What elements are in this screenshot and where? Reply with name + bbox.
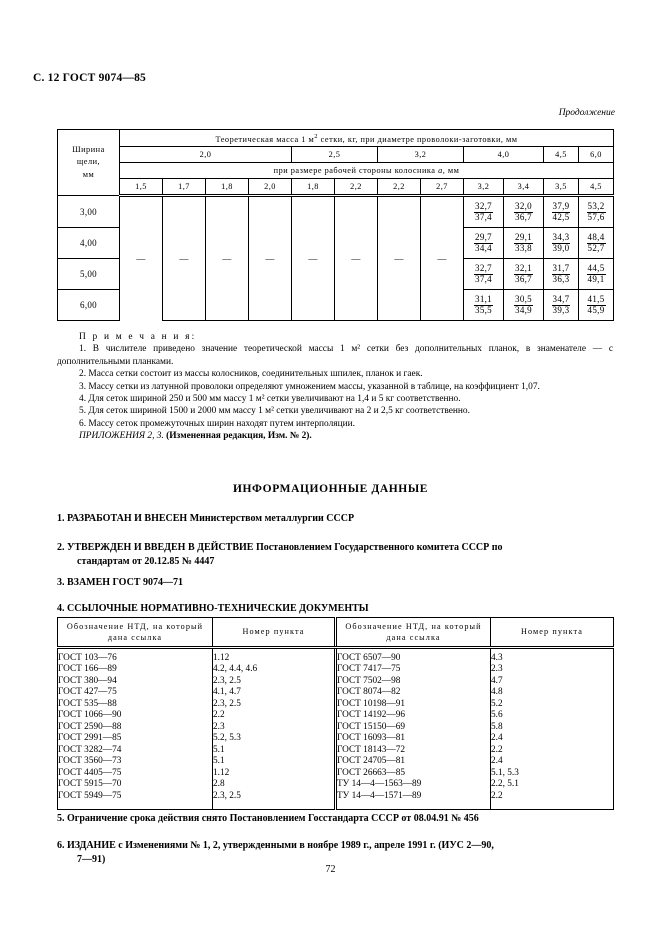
diameter-group: 3,2 bbox=[378, 147, 464, 163]
mass-numerator: 32,7 bbox=[475, 263, 492, 274]
row-slot-width: 4,00 bbox=[58, 228, 120, 259]
dash-cell: — bbox=[292, 196, 335, 321]
dash-cell: — bbox=[378, 196, 421, 321]
note-item: 1. В числителе приведено значение теоретической массы 1 м² сетки без дополнительных планок, в знаменателе — с дополнительными планками. bbox=[57, 344, 613, 367]
mass-denominator: 34,4 bbox=[475, 242, 492, 253]
mass-denominator: 36,7 bbox=[515, 211, 532, 222]
mass-table-body bbox=[58, 196, 614, 321]
mass-numerator: 41,5 bbox=[587, 294, 605, 305]
mass-value-cell bbox=[544, 228, 579, 259]
refs-left-designations bbox=[58, 648, 213, 810]
appendix-revision: (Измененная редакция, Изм. № 2). bbox=[166, 431, 312, 442]
list-item: ГОСТ 535—88 bbox=[58, 698, 117, 709]
mass-value-cell bbox=[464, 196, 504, 228]
row-slot-width: 3,00 bbox=[58, 196, 120, 228]
mass-denominator: 42,5 bbox=[552, 211, 570, 222]
diameter-group: 6,0 bbox=[579, 147, 614, 163]
list-item: ГОСТ 24705—81 bbox=[337, 756, 406, 767]
appendix-reference: ПРИЛОЖЕНИЯ 2, 3. bbox=[79, 431, 164, 442]
list-item: 1.12 bbox=[213, 767, 230, 778]
page-number: 72 bbox=[325, 864, 336, 875]
mass-table-head-row-title bbox=[58, 130, 614, 147]
list-item: ГОСТ 166—89 bbox=[58, 664, 117, 675]
diameter-group: 2,0 bbox=[120, 147, 292, 163]
refs-body-row bbox=[58, 648, 614, 810]
list-item: 4.2, 4.4, 4.6 bbox=[213, 664, 258, 675]
list-item: 2.3, 2.5 bbox=[213, 675, 241, 686]
mass-value-cell bbox=[464, 259, 504, 290]
info-item-1 bbox=[57, 512, 613, 526]
note-item: 3. Массу сетки из латунной проволоки определяют умножением массы, указанной в таблице, на коэффициент 1,07. bbox=[79, 381, 540, 392]
mass-numerator: 32,1 bbox=[515, 263, 532, 274]
info-item-2-label: 2. УТВЕРЖДЕН И ВВЕДЕН В ДЕЙСТВИЕ bbox=[57, 542, 254, 553]
diameter-group: 4,0 bbox=[464, 147, 544, 163]
mass-numerator: 37,9 bbox=[552, 201, 570, 212]
mass-value-cell bbox=[579, 259, 614, 290]
info-item-2-value: Постановлением Государственного комитета СССР по bbox=[255, 542, 503, 553]
size-header: 1,8 bbox=[292, 179, 335, 196]
mass-table-head-row-sizes bbox=[58, 179, 614, 196]
mass-table-head-row-diameters bbox=[58, 147, 614, 163]
mass-numerator: 30,5 bbox=[515, 294, 532, 305]
list-item: ГОСТ 26663—85 bbox=[337, 767, 406, 778]
mass-table-container bbox=[57, 129, 613, 321]
table-row bbox=[58, 196, 614, 228]
list-item: ГОСТ 2590—88 bbox=[58, 721, 122, 732]
list-item: ГОСТ 103—76 bbox=[58, 653, 117, 663]
mass-numerator: 32,7 bbox=[475, 201, 492, 212]
list-item: 2.4 bbox=[491, 756, 503, 767]
refs-table-head bbox=[58, 618, 614, 648]
size-header: 2,2 bbox=[335, 179, 378, 196]
size-header: 1,7 bbox=[163, 179, 206, 196]
mass-numerator: 29,7 bbox=[475, 232, 492, 243]
mass-value-cell bbox=[504, 228, 544, 259]
col-header-working-side: при размере рабочей стороны колосника a, мм bbox=[120, 163, 614, 179]
list-item: 5.6 bbox=[491, 710, 503, 721]
col-header-slot-width-l2: щели, bbox=[76, 157, 101, 167]
col-header-slot-width bbox=[58, 130, 120, 196]
mass-value-cell bbox=[579, 196, 614, 228]
list-item: 5.1 bbox=[213, 744, 225, 755]
list-item: 2.3 bbox=[491, 664, 503, 675]
notes-title: П р и м е ч а н и я: bbox=[79, 332, 197, 342]
list-item: ГОСТ 4405—75 bbox=[58, 767, 122, 778]
size-header: 2,7 bbox=[421, 179, 464, 196]
theoretical-mass-table bbox=[57, 129, 614, 321]
list-item: ГОСТ 16093—81 bbox=[337, 733, 406, 744]
mass-denominator: 34,9 bbox=[515, 304, 532, 315]
size-header: 1,5 bbox=[120, 179, 163, 196]
mass-denominator: 36,7 bbox=[515, 273, 532, 284]
list-item: ТУ 14—4—1563—89 bbox=[337, 779, 422, 790]
mass-value-cell bbox=[464, 228, 504, 259]
list-item: 4.3 bbox=[491, 653, 503, 663]
mass-numerator: 48,4 bbox=[587, 232, 605, 243]
mass-numerator: 29,1 bbox=[515, 232, 532, 243]
note-item: 5. Для сеток шириной 1500 и 2000 мм массу 1 м² сетки увеличивают на 2 и 2,5 кг соответственно. bbox=[79, 406, 470, 417]
info-item-2 bbox=[57, 541, 613, 568]
info-item-5: 5. Ограничение срока действия снято Постановлением Госстандарта СССР от 08.04.91 № 456 bbox=[57, 813, 479, 824]
mass-table-head bbox=[58, 130, 614, 196]
list-item: ГОСТ 7502—98 bbox=[337, 675, 401, 686]
mass-denominator: 52,7 bbox=[587, 242, 605, 253]
refs-col-header-designation: Обозначение НТД, на который дана ссылка bbox=[336, 618, 491, 648]
page-header: С. 12 ГОСТ 9074—85 bbox=[33, 72, 146, 84]
list-item: 5.8 bbox=[491, 721, 503, 732]
note-item: 4. Для сеток шириной 250 и 500 мм массу 1 м² сетки увеличивают на 1,4 и 5 кг соответственно. bbox=[79, 394, 461, 405]
mass-denominator: 45,9 bbox=[587, 304, 605, 315]
mass-numerator: 31,1 bbox=[475, 294, 492, 305]
row-slot-width: 6,00 bbox=[58, 290, 120, 321]
mass-denominator: 33,8 bbox=[515, 242, 532, 253]
info-item-2-continuation: стандартам от 20.12.85 № 4447 bbox=[77, 555, 215, 567]
size-header: 2,0 bbox=[249, 179, 292, 196]
info-item-6-text: 6. ИЗДАНИЕ с Изменениями № 1, 2, утвержденными в ноябре 1989 г., апреле 1991 г. (ИУС 2—90, bbox=[57, 840, 494, 851]
mass-denominator: 36,3 bbox=[552, 273, 570, 284]
list-item: 1.12 bbox=[213, 653, 230, 663]
refs-left-items bbox=[213, 648, 336, 810]
mass-denominator: 37,4 bbox=[475, 211, 492, 222]
list-item: 4.7 bbox=[491, 675, 503, 686]
mass-numerator: 32,0 bbox=[515, 201, 532, 212]
dash-cell: — bbox=[120, 196, 163, 321]
list-item: ГОСТ 427—75 bbox=[58, 687, 117, 698]
mass-value-cell bbox=[464, 290, 504, 321]
info-item-6 bbox=[57, 839, 613, 866]
refs-header-row bbox=[58, 618, 614, 648]
appendix-line bbox=[57, 430, 613, 442]
list-item: ГОСТ 380—94 bbox=[58, 675, 117, 686]
mass-numerator: 53,2 bbox=[587, 201, 605, 212]
dash-cell: — bbox=[421, 196, 464, 321]
mass-value-cell bbox=[544, 259, 579, 290]
mass-value-cell bbox=[579, 290, 614, 321]
list-item: 2.3 bbox=[213, 721, 225, 732]
list-item: ГОСТ 15150—69 bbox=[337, 721, 406, 732]
size-header: 4,5 bbox=[579, 179, 614, 196]
mass-numerator: 31,7 bbox=[552, 263, 570, 274]
mass-value-cell bbox=[504, 259, 544, 290]
row-slot-width: 5,00 bbox=[58, 259, 120, 290]
col-header-theoretical-mass: Теоретическая масса 1 $м^2$ сетки, кг, при диаметре проволоки-заготовки, мм bbox=[120, 130, 614, 147]
list-item: ГОСТ 8074—82 bbox=[337, 687, 401, 698]
list-item: 2.8 bbox=[213, 779, 225, 790]
size-header: 2,2 bbox=[378, 179, 421, 196]
diameter-group: 4,5 bbox=[544, 147, 579, 163]
mass-denominator: 57,6 bbox=[587, 211, 605, 222]
list-item: 2.2 bbox=[491, 744, 503, 755]
info-item-4: 4. ССЫЛОЧНЫЕ НОРМАТИВНО-ТЕХНИЧЕСКИЕ ДОКУМЕНТЫ bbox=[57, 603, 369, 614]
mass-table-head-row-workingside bbox=[58, 163, 614, 179]
mass-denominator: 39,3 bbox=[552, 304, 570, 315]
list-item: 2.4 bbox=[491, 733, 503, 744]
mass-denominator: 35,5 bbox=[475, 304, 492, 315]
list-item: 5.1, 5.3 bbox=[491, 767, 519, 778]
list-item: 2.2 bbox=[213, 710, 225, 721]
mass-value-cell bbox=[544, 196, 579, 228]
list-item: ГОСТ 2991—85 bbox=[58, 733, 122, 744]
list-item: ГОСТ 18143—72 bbox=[337, 744, 406, 755]
list-item: ГОСТ 7417—75 bbox=[337, 664, 401, 675]
list-item: 4.8 bbox=[491, 687, 503, 698]
mass-denominator: 39,0 bbox=[552, 242, 570, 253]
size-header: 3,5 bbox=[544, 179, 579, 196]
mass-value-cell bbox=[579, 228, 614, 259]
list-item: 2.3, 2.5 bbox=[213, 698, 241, 709]
refs-table-body bbox=[58, 648, 614, 810]
list-item: 2.2 bbox=[491, 790, 503, 801]
list-item: ГОСТ 6507—90 bbox=[337, 653, 401, 663]
mass-value-cell bbox=[504, 290, 544, 321]
mass-numerator: 34,3 bbox=[552, 232, 570, 243]
reference-documents-table bbox=[57, 617, 614, 810]
size-header: 3,4 bbox=[504, 179, 544, 196]
refs-right-designations bbox=[336, 648, 491, 810]
mass-denominator: 37,4 bbox=[475, 273, 492, 284]
list-item: ГОСТ 1066—90 bbox=[58, 710, 122, 721]
dash-cell: — bbox=[249, 196, 292, 321]
refs-col-header-item: Номер пункта bbox=[491, 618, 614, 648]
list-item: ГОСТ 14192—96 bbox=[337, 710, 406, 721]
mass-numerator: 44,5 bbox=[587, 263, 605, 274]
list-item: ГОСТ 3560—73 bbox=[58, 756, 122, 767]
informational-data-title: ИНФОРМАЦИОННЫЕ ДАННЫЕ bbox=[232, 483, 429, 495]
size-header: 3,2 bbox=[464, 179, 504, 196]
list-item: ГОСТ 10198—91 bbox=[337, 698, 406, 709]
mass-value-cell bbox=[544, 290, 579, 321]
info-item-3: 3. ВЗАМЕН ГОСТ 9074—71 bbox=[57, 577, 183, 588]
list-item: ТУ 14—4—1571—89 bbox=[337, 790, 422, 801]
info-item-6-continuation: 7—91) bbox=[77, 853, 106, 865]
col-header-slot-width-l3: мм bbox=[82, 169, 95, 179]
list-item: 2.2, 5.1 bbox=[491, 779, 519, 790]
diameter-group: 2,5 bbox=[292, 147, 378, 163]
list-item: ГОСТ 5949—75 bbox=[58, 790, 122, 801]
reference-documents-table-container bbox=[57, 617, 613, 810]
dash-cell: — bbox=[206, 196, 249, 321]
dash-cell: — bbox=[335, 196, 378, 321]
list-item: 5.1 bbox=[213, 756, 225, 767]
mass-denominator: 49,1 bbox=[587, 273, 605, 284]
refs-right-items bbox=[491, 648, 614, 810]
info-item-1-value: Министерством металлургии СССР bbox=[189, 513, 355, 524]
list-item: 4.1, 4.7 bbox=[213, 687, 241, 698]
list-item: 5.2, 5.3 bbox=[213, 733, 241, 744]
list-item: ГОСТ 5915—70 bbox=[58, 779, 122, 790]
list-item: 5.2 bbox=[491, 698, 503, 709]
note-item: 6. Массу сеток промежуточных ширин находят путем интерполяции. bbox=[79, 418, 355, 429]
dash-cell: — bbox=[163, 196, 206, 321]
continuation-label: Продолжение bbox=[558, 108, 615, 118]
notes-block bbox=[57, 331, 613, 443]
size-header: 1,8 bbox=[206, 179, 249, 196]
col-header-slot-width-l1: Ширина bbox=[72, 145, 105, 155]
refs-col-header-item: Номер пункта bbox=[213, 618, 336, 648]
note-item: 2. Масса сетки состоит из массы колосников, соединительных шпилек, планок и гаек. bbox=[79, 369, 423, 380]
mass-value-cell bbox=[504, 196, 544, 228]
mass-numerator: 34,7 bbox=[552, 294, 570, 305]
info-item-1-label: 1. РАЗРАБОТАН И ВНЕСЕН bbox=[57, 513, 188, 524]
list-item: ГОСТ 3282—74 bbox=[58, 744, 122, 755]
list-item: 2.3, 2.5 bbox=[213, 790, 241, 801]
refs-col-header-designation: Обозначение НТД, на который дана ссылка bbox=[58, 618, 213, 648]
